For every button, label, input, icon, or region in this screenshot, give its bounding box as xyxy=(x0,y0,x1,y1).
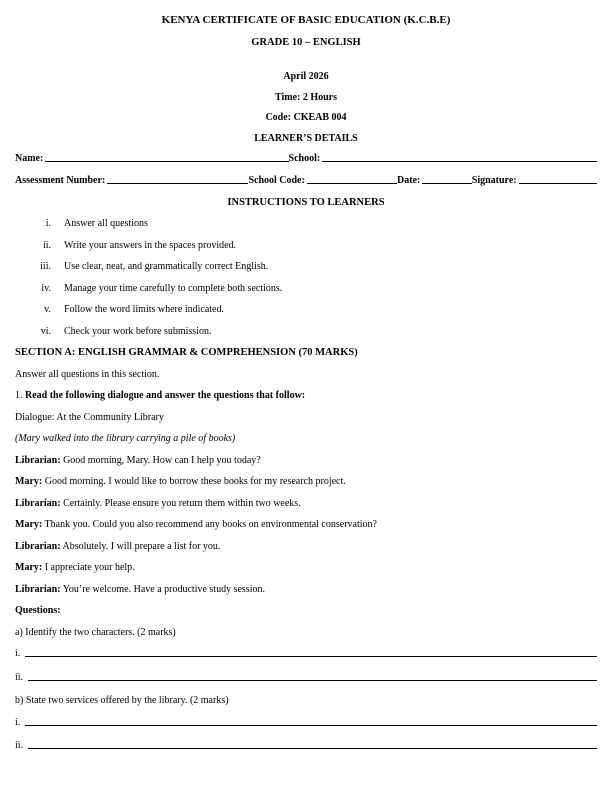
question-part-b-label: b) State two services offered by the library. (2 marks) xyxy=(15,695,229,706)
instruction-numeral: iv. xyxy=(41,282,51,294)
answer-numeral: i. xyxy=(15,716,21,728)
instruction-item xyxy=(15,283,597,294)
answer-numeral: i. xyxy=(15,648,21,659)
answer-blank-line xyxy=(25,724,597,726)
exam-title: KENYA CERTIFICATE OF BASIC EDUCATION (K.C.B.E) xyxy=(161,14,451,26)
instruction-text: Use clear, neat, and grammatically correct English. xyxy=(64,261,269,272)
instruction-item xyxy=(15,240,597,251)
signature-label: Signature: xyxy=(471,175,517,186)
exam-duration: Time: 2 Hours xyxy=(274,91,338,103)
name-blank-line xyxy=(45,160,288,162)
answer-numeral: ii. xyxy=(15,740,24,751)
learners-details-heading: LEARNER’S DETAILS xyxy=(254,132,358,144)
dialogue-text: You’re welcome. Have a productive study session. xyxy=(60,583,265,595)
assessment-row xyxy=(15,175,597,186)
assessment-number-blank-line xyxy=(107,182,248,184)
signature-blank-line xyxy=(519,182,597,184)
dialogue-line xyxy=(15,541,597,552)
dialogue-text: Certainly. Please ensure you return them within two weeks. xyxy=(60,497,301,509)
dialogue-text: Good morning, Mary. How can I help you today? xyxy=(60,454,261,466)
answer-numeral: ii. xyxy=(15,671,24,683)
dialogue-speaker: Mary: xyxy=(15,519,43,530)
question-1-prompt xyxy=(15,390,597,401)
instruction-item xyxy=(15,304,597,315)
instruction-numeral: v. xyxy=(44,304,51,315)
school-label: School: xyxy=(288,153,321,164)
answer-line xyxy=(15,672,597,683)
instruction-item xyxy=(15,261,597,272)
dialogue-line xyxy=(15,498,597,509)
instruction-text: Answer all questions xyxy=(64,218,148,229)
dialogue-speaker: Mary: xyxy=(15,562,43,573)
dialogue-text: Good morning. I would like to borrow these books for my research project. xyxy=(42,476,346,487)
answer-blank-line xyxy=(25,655,597,657)
instructions-heading: INSTRUCTIONS TO LEARNERS xyxy=(227,197,385,208)
answer-line xyxy=(15,740,597,751)
date-label: Date: xyxy=(397,175,421,186)
section-a-heading: SECTION A: ENGLISH GRAMMAR & COMPREHENSION (70 MARKS) xyxy=(15,347,358,358)
questions-label: Questions: xyxy=(15,605,61,616)
question-1-number: 1. xyxy=(15,390,23,401)
dialogue-line xyxy=(15,584,597,595)
answer-blank-line xyxy=(28,679,597,681)
school-code-blank-line xyxy=(307,182,397,184)
dialogue-line xyxy=(15,455,597,466)
instruction-text: Manage your time carefully to complete both sections. xyxy=(64,282,283,294)
instruction-text: Follow the word limits where indicated. xyxy=(64,304,224,315)
name-school-row xyxy=(15,153,597,164)
instruction-numeral: iii. xyxy=(40,261,51,272)
dialogue-speaker: Mary: xyxy=(15,476,43,487)
instruction-item xyxy=(15,218,597,229)
date-blank-line xyxy=(422,182,471,184)
dialogue-text: Thank you. Could you also recommend any books on environmental conservation? xyxy=(42,519,377,530)
answer-line xyxy=(15,648,597,659)
school-code-label: School Code: xyxy=(248,175,305,186)
answer-line xyxy=(15,717,597,728)
dialogue-text: Absolutely. I will prepare a list for you. xyxy=(60,540,221,552)
question-1-prompt-text: Read the following dialogue and answer the questions that follow: xyxy=(25,390,306,401)
dialogue-speaker: Librarian: xyxy=(15,454,61,466)
instruction-item xyxy=(15,326,597,337)
exam-subtitle: GRADE 10 – ENGLISH xyxy=(251,37,361,48)
section-a-intro: Answer all questions in this section. xyxy=(15,368,160,380)
stage-direction: (Mary walked into the library carrying a pile of books) xyxy=(15,433,236,444)
instruction-numeral: i. xyxy=(45,218,51,229)
exam-code: Code: CKEAB 004 xyxy=(265,112,347,123)
assessment-number-label: Assessment Number: xyxy=(15,175,106,186)
dialogue-text: I appreciate your help. xyxy=(42,562,135,573)
answer-blank-line xyxy=(28,747,597,749)
instruction-numeral: ii. xyxy=(42,239,51,251)
dialogue-speaker: Librarian: xyxy=(15,583,61,595)
exam-date: April 2026 xyxy=(283,71,329,82)
dialogue-title: Dialogue: At the Community Library xyxy=(15,411,164,423)
dialogue-line xyxy=(15,562,597,573)
instruction-text: Write your answers in the spaces provided. xyxy=(64,239,237,251)
dialogue-speaker: Librarian: xyxy=(15,497,61,509)
dialogue-line xyxy=(15,476,597,487)
dialogue-line xyxy=(15,519,597,530)
school-blank-line xyxy=(322,160,597,162)
instruction-numeral: vi. xyxy=(40,325,51,337)
question-part-a-label: a) Identify the two characters. (2 marks) xyxy=(15,626,176,638)
dialogue-speaker: Librarian: xyxy=(15,540,61,552)
name-label: Name: xyxy=(15,153,44,164)
instruction-text: Check your work before submission. xyxy=(64,325,212,337)
